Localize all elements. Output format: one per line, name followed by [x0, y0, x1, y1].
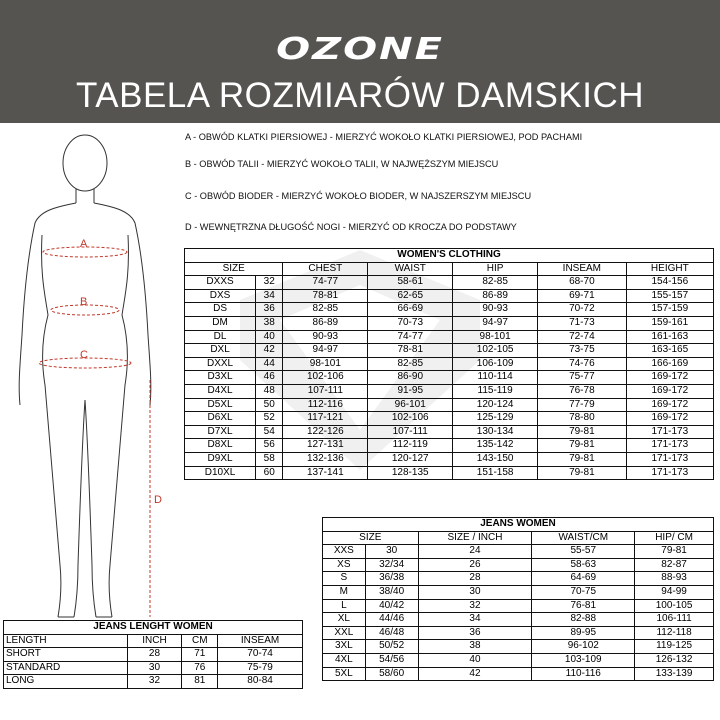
table-cell: D8XL — [185, 439, 256, 453]
table-cell: 82-85 — [453, 276, 538, 290]
label-a: A — [80, 238, 88, 250]
table-cell: 102-106 — [283, 371, 368, 385]
table-cell: 120-124 — [453, 398, 538, 412]
table-cell: 91-95 — [368, 384, 453, 398]
table-cell: 78-81 — [283, 289, 368, 303]
table-cell: 106-109 — [453, 357, 538, 371]
table-cell: 60 — [256, 466, 283, 480]
table-cell: 100-105 — [635, 599, 714, 613]
table-cell: 98-101 — [283, 357, 368, 371]
table-cell: 44 — [256, 357, 283, 371]
table-cell: 38/40 — [365, 585, 418, 599]
table-cell: 54/56 — [365, 653, 418, 667]
table-row — [323, 613, 714, 627]
table-cell: 28 — [127, 648, 182, 662]
table-cell: 74-77 — [283, 276, 368, 290]
table-cell: 34 — [418, 613, 532, 627]
table-cell: 112-119 — [368, 439, 453, 453]
table-cell: 82-85 — [283, 303, 368, 317]
table-cell: 76-78 — [538, 384, 627, 398]
table-cell: 5XL — [323, 667, 366, 681]
col-length: LENGTH — [4, 634, 128, 648]
table-cell: DXXL — [185, 357, 256, 371]
table-cell: 119-125 — [635, 640, 714, 654]
table-cell: 169-172 — [626, 384, 713, 398]
table-cell: 135-142 — [453, 439, 538, 453]
table-cell: 96-101 — [368, 398, 453, 412]
table-cell: 163-165 — [626, 344, 713, 358]
table-row — [185, 316, 714, 330]
table-cell: 112-116 — [283, 398, 368, 412]
table-cell: 159-161 — [626, 316, 713, 330]
table-cell: 102-105 — [453, 344, 538, 358]
table-cell: 161-163 — [626, 330, 713, 344]
table-cell: 75-79 — [218, 661, 303, 675]
table-cell: 70-75 — [532, 585, 635, 599]
label-b: B — [80, 296, 88, 308]
table-cell: S — [323, 572, 366, 586]
table-row — [185, 398, 714, 412]
table-cell: 72-74 — [538, 330, 627, 344]
table-cell: 71 — [182, 648, 218, 662]
col-waist: WAIST — [368, 262, 453, 276]
table-cell: 3XL — [323, 640, 366, 654]
table-row — [323, 545, 714, 559]
womens-clothing-title: WOMEN'S CLOTHING — [185, 249, 714, 263]
table-cell: 76-81 — [532, 599, 635, 613]
table-row — [185, 371, 714, 385]
table-cell: D5XL — [185, 398, 256, 412]
table-cell: 82-87 — [635, 558, 714, 572]
table-row — [323, 558, 714, 572]
table-cell: 76 — [182, 661, 218, 675]
body-silhouette — [0, 125, 200, 625]
table-cell: 34 — [256, 289, 283, 303]
col-hip-cm: HIP/ CM — [635, 531, 714, 545]
table-cell: 40 — [418, 653, 532, 667]
table-cell: 171-173 — [626, 466, 713, 480]
table-cell: 151-158 — [453, 466, 538, 480]
table-cell: 38 — [256, 316, 283, 330]
table-row — [323, 585, 714, 599]
table-cell: 58/60 — [365, 667, 418, 681]
table-cell: 40 — [256, 330, 283, 344]
table-cell: 171-173 — [626, 425, 713, 439]
table-cell: SHORT — [4, 648, 128, 662]
table-cell: 86-90 — [368, 371, 453, 385]
col-size-inch: SIZE / INCH — [418, 531, 532, 545]
table-cell: 82-88 — [532, 613, 635, 627]
table-cell: XS — [323, 558, 366, 572]
col-cm: CM — [182, 634, 218, 648]
table-cell: 46/48 — [365, 626, 418, 640]
table-cell: 171-173 — [626, 452, 713, 466]
table-cell: DM — [185, 316, 256, 330]
table-cell: 79-81 — [635, 545, 714, 559]
table-cell: 117-121 — [283, 412, 368, 426]
table-row — [185, 384, 714, 398]
table-cell: 74-77 — [368, 330, 453, 344]
table-row — [185, 439, 714, 453]
table-row — [4, 675, 303, 689]
col-height: HEIGHT — [626, 262, 713, 276]
jeans-women-table — [322, 517, 714, 681]
table-cell: 166-169 — [626, 357, 713, 371]
table-cell: D10XL — [185, 466, 256, 480]
table-cell: 36/38 — [365, 572, 418, 586]
table-cell: 80-84 — [218, 675, 303, 689]
table-cell: 89-95 — [532, 626, 635, 640]
table-cell: 169-172 — [626, 371, 713, 385]
table-cell: 154-156 — [626, 276, 713, 290]
table-cell: 132-136 — [283, 452, 368, 466]
table-cell: XL — [323, 613, 366, 627]
table-row — [323, 640, 714, 654]
table-cell: 58 — [256, 452, 283, 466]
table-cell: 86-89 — [283, 316, 368, 330]
jeans-length-title: JEANS LENGHT WOMEN — [4, 621, 303, 635]
table-cell: 110-116 — [532, 667, 635, 681]
table-row — [4, 648, 303, 662]
table-cell: 169-172 — [626, 398, 713, 412]
table-cell: 98-101 — [453, 330, 538, 344]
table-cell: 171-173 — [626, 439, 713, 453]
table-row — [185, 412, 714, 426]
table-row — [323, 626, 714, 640]
table-cell: 137-141 — [283, 466, 368, 480]
table-cell: 4XL — [323, 653, 366, 667]
table-cell: 64-69 — [532, 572, 635, 586]
table-row — [185, 330, 714, 344]
table-cell: 90-93 — [453, 303, 538, 317]
table-cell: 32 — [127, 675, 182, 689]
table-cell: D7XL — [185, 425, 256, 439]
table-cell: 143-150 — [453, 452, 538, 466]
table-cell: 157-159 — [626, 303, 713, 317]
table-cell: XXL — [323, 626, 366, 640]
col-chest: CHEST — [283, 262, 368, 276]
table-cell: 30 — [418, 585, 532, 599]
table-cell: 44/46 — [365, 613, 418, 627]
page-title: TABELA ROZMIARÓW DAMSKICH — [75, 76, 645, 115]
table-row — [185, 289, 714, 303]
table-cell: 71-73 — [538, 316, 627, 330]
table-cell: 106-111 — [635, 613, 714, 627]
table-cell: 79-81 — [538, 425, 627, 439]
table-cell: 78-81 — [368, 344, 453, 358]
table-cell: 70-73 — [368, 316, 453, 330]
table-row — [185, 425, 714, 439]
legend-item-a: A - OBWÓD KLATKI PIERSIOWEJ - MIERZYĆ WOKOŁO KLATKI PIERSIOWEJ, POD PACHAMI — [185, 132, 583, 142]
table-cell: 112-118 — [635, 626, 714, 640]
table-cell: 75-77 — [538, 371, 627, 385]
table-cell: LONG — [4, 675, 128, 689]
table-cell: 86-89 — [453, 289, 538, 303]
table-cell: 32 — [418, 599, 532, 613]
table-cell: 48 — [256, 384, 283, 398]
legend-item-c: C - OBWÓD BIODER - MIERZYĆ WOKOŁO BIODER, W NAJSZERSZYM MIEJSCU — [185, 191, 532, 201]
col-size: SIZE — [185, 262, 283, 276]
table-row — [185, 276, 714, 290]
table-row — [185, 303, 714, 317]
table-cell: 102-106 — [368, 412, 453, 426]
col-waist-cm: WAIST/CM — [532, 531, 635, 545]
col-hip: HIP — [453, 262, 538, 276]
col-inseam: INSEAM — [218, 634, 303, 648]
table-cell: 46 — [256, 371, 283, 385]
table-cell: 30 — [127, 661, 182, 675]
table-cell: 70-74 — [218, 648, 303, 662]
table-cell: 169-172 — [626, 412, 713, 426]
table-cell: 96-102 — [532, 640, 635, 654]
table-cell: 90-93 — [283, 330, 368, 344]
col-inseam: INSEAM — [538, 262, 627, 276]
table-cell: 155-157 — [626, 289, 713, 303]
table-cell: 36 — [256, 303, 283, 317]
table-row — [185, 344, 714, 358]
table-cell: 77-79 — [538, 398, 627, 412]
table-cell: 127-131 — [283, 439, 368, 453]
table-cell: 42 — [418, 667, 532, 681]
table-cell: 94-99 — [635, 585, 714, 599]
table-cell: 55-57 — [532, 545, 635, 559]
table-cell: D3XL — [185, 371, 256, 385]
table-cell: 62-65 — [368, 289, 453, 303]
table-cell: 26 — [418, 558, 532, 572]
table-row — [323, 667, 714, 681]
table-cell: 88-93 — [635, 572, 714, 586]
table-cell: 68-70 — [538, 276, 627, 290]
table-cell: 42 — [256, 344, 283, 358]
table-cell: 56 — [256, 439, 283, 453]
table-cell: 32/34 — [365, 558, 418, 572]
table-cell: 107-111 — [283, 384, 368, 398]
table-cell: 130-134 — [453, 425, 538, 439]
col-size: SIZE — [323, 531, 419, 545]
table-cell: 79-81 — [538, 466, 627, 480]
table-cell: 66-69 — [368, 303, 453, 317]
table-row — [185, 466, 714, 480]
womens-clothing-table — [184, 248, 714, 480]
table-row — [323, 572, 714, 586]
table-cell: STANDARD — [4, 661, 128, 675]
table-cell: D4XL — [185, 384, 256, 398]
col-inch: INCH — [127, 634, 182, 648]
table-cell: 125-129 — [453, 412, 538, 426]
table-cell: 32 — [256, 276, 283, 290]
table-cell: 54 — [256, 425, 283, 439]
jeans-length-table — [3, 620, 303, 689]
table-cell: 133-139 — [635, 667, 714, 681]
table-cell: 36 — [418, 626, 532, 640]
table-cell: XXS — [323, 545, 366, 559]
table-row — [323, 653, 714, 667]
table-cell: 50/52 — [365, 640, 418, 654]
table-row — [185, 357, 714, 371]
table-row — [323, 599, 714, 613]
table-cell: 81 — [182, 675, 218, 689]
table-cell: 128-135 — [368, 466, 453, 480]
table-cell: 110-114 — [453, 371, 538, 385]
table-cell: DXL — [185, 344, 256, 358]
table-cell: 107-111 — [368, 425, 453, 439]
table-cell: DS — [185, 303, 256, 317]
table-cell: 30 — [365, 545, 418, 559]
label-d: D — [154, 494, 162, 506]
table-cell: 38 — [418, 640, 532, 654]
legend-item-d: D - WEWNĘTRZNA DŁUGOŚĆ NOGI - MIERZYĆ OD KROCZA DO PODSTAWY — [185, 222, 517, 232]
table-cell: 40/42 — [365, 599, 418, 613]
label-c: C — [80, 349, 88, 361]
table-cell: L — [323, 599, 366, 613]
table-cell: 103-109 — [532, 653, 635, 667]
table-cell: 28 — [418, 572, 532, 586]
table-cell: 82-85 — [368, 357, 453, 371]
table-cell: 79-81 — [538, 439, 627, 453]
legend-item-b: B - OBWÓD TALII - MIERZYĆ WOKOŁO TALII, W NAJWĘŻSZYM MIEJSCU — [185, 159, 499, 169]
table-row — [4, 661, 303, 675]
jeans-women-title: JEANS WOMEN — [323, 518, 714, 532]
table-cell: DXXS — [185, 276, 256, 290]
table-cell: 79-81 — [538, 452, 627, 466]
table-cell: 50 — [256, 398, 283, 412]
table-cell: DXS — [185, 289, 256, 303]
table-cell: 74-76 — [538, 357, 627, 371]
table-cell: 58-61 — [368, 276, 453, 290]
table-cell: 78-80 — [538, 412, 627, 426]
table-cell: 122-126 — [283, 425, 368, 439]
table-cell: 70-72 — [538, 303, 627, 317]
table-cell: M — [323, 585, 366, 599]
table-cell: DL — [185, 330, 256, 344]
table-cell: 52 — [256, 412, 283, 426]
table-cell: D9XL — [185, 452, 256, 466]
brand-logo: OZONE — [276, 31, 444, 67]
table-cell: D6XL — [185, 412, 256, 426]
table-cell: 94-97 — [453, 316, 538, 330]
table-cell: 120-127 — [368, 452, 453, 466]
table-row — [185, 452, 714, 466]
table-cell: 58-63 — [532, 558, 635, 572]
table-cell: 24 — [418, 545, 532, 559]
table-cell: 126-132 — [635, 653, 714, 667]
table-cell: 94-97 — [283, 344, 368, 358]
table-cell: 73-75 — [538, 344, 627, 358]
table-cell: 115-119 — [453, 384, 538, 398]
table-cell: 69-71 — [538, 289, 627, 303]
